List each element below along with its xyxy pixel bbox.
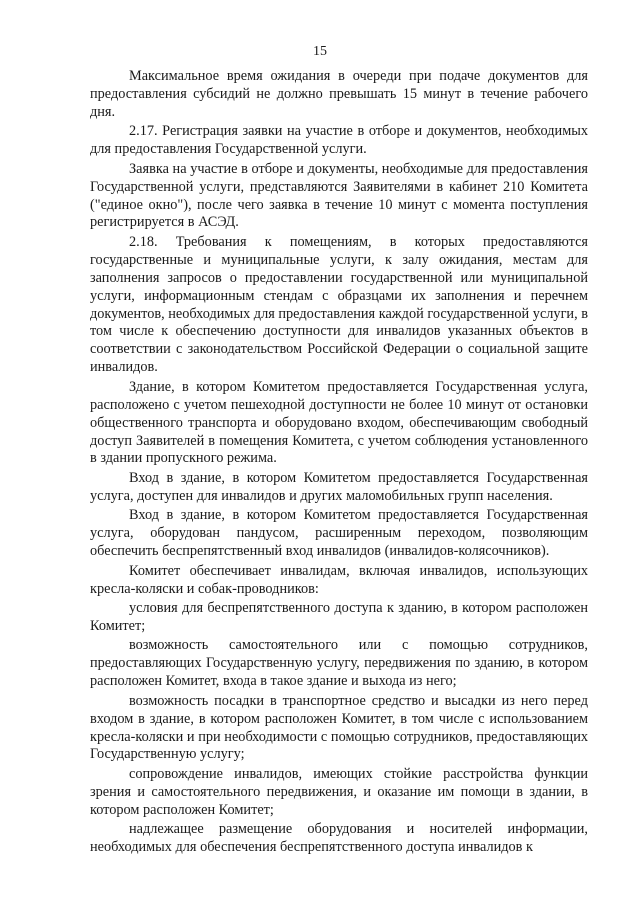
list-item-transport: возможность посадки в транспортное средство и высадки из него перед входом в здание, в котором расположен Комитет, в том числе с использованием кресла-коляски и при необходимости с помощью сотрудников, предоставляющих Государственную услугу;	[90, 692, 588, 763]
list-item-equipment: надлежащее размещение оборудования и носителей информации, необходимых для обеспечения беспрепятственного доступа инвалидов к	[90, 821, 588, 856]
paragraph-building-access: Вход в здание, в котором Комитетом предоставляется Государственная услуга, доступен для инвалидов и других маломобильных групп населения.	[90, 469, 588, 504]
list-item-access-conditions: условия для беспрепятственного доступа к зданию, в котором расположен Комитет;	[90, 600, 588, 634]
paragraph-application-submission: Заявка на участие в отборе и документы, необходимые для предоставления Государственной услуги, представляются Заявителями в кабинет 210 Комитета ("единое окно"), после чего заявка в течение 10 минут с момента поступления регистрируется в АСЭД.	[90, 160, 588, 231]
document-body	[90, 68, 588, 859]
paragraph-committee-provides: Комитет обеспечивает инвалидам, включая инвалидов, использующих кресла-коляски и собак-проводников:	[90, 562, 588, 597]
page-number: 15	[313, 44, 327, 59]
paragraph-building-location: Здание, в котором Комитетом предоставляется Государственная услуга, расположено с учетом пешеходной доступности не более 10 минут от остановки общественного транспорта и оборудовано входом, обеспечивающим свободный доступ Заявителей в помещения Комитета, с учетом соблюдения установленного в здании пропускного режима.	[90, 378, 588, 467]
paragraph-waiting-time: Максимальное время ожидания в очереди при подаче документов для предоставления субсидий не должно превышать 15 минут в течение рабочего дня.	[90, 68, 588, 120]
paragraph-section-2-17: 2.17. Регистрация заявки на участие в отборе и документов, необходимых для предоставления Государственной услуги.	[90, 123, 588, 158]
list-item-movement: возможность самостоятельного или с помощью сотрудников, предоставляющих Государственную услугу, передвижения по зданию, в котором расположен Комитет, входа в такое здание и выхода из него;	[90, 637, 588, 690]
paragraph-building-ramp: Вход в здание, в котором Комитетом предоставляется Государственная услуга, оборудован пандусом, расширенным переходом, позволяющим обеспечить беспрепятственный вход инвалидов (инвалидов-колясочников).	[90, 507, 588, 560]
list-item-escort: сопровождение инвалидов, имеющих стойкие расстройства функции зрения и самостоятельного передвижения, и оказание им помощи в здании, в котором расположен Комитет;	[90, 765, 588, 818]
paragraph-section-2-18: 2.18. Требования к помещениям, в которых предоставляются государственные и муниципальные услуги, к залу ожидания, местам для заполнения запросов о предоставлении государственной или муниципальной услуги, информационным стендам с образцами их заполнения и перечнем документов, необходимых для предоставления каждой государственной услуги, в том числе к обеспечению доступности для инвалидов указанных объектов в соответствии с законодательством Российской Федерации о социальной защите инвалидов.	[90, 233, 588, 376]
